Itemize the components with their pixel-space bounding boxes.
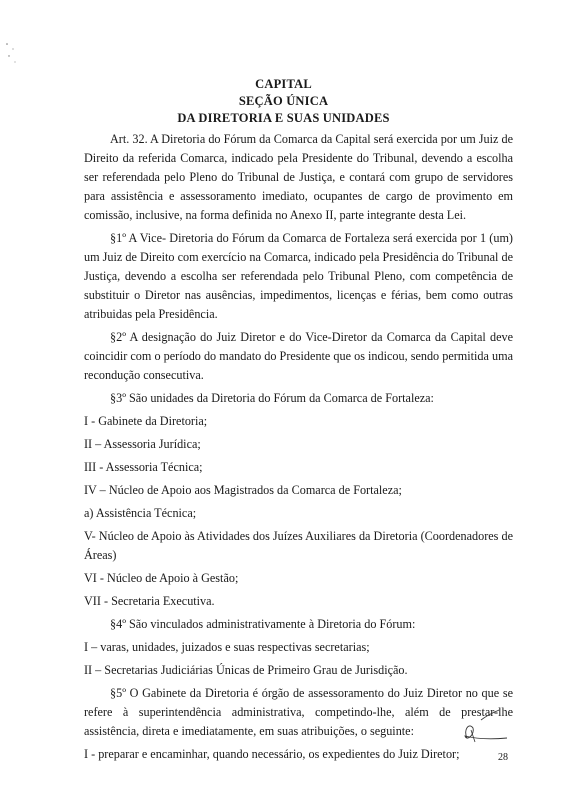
handwritten-signature [455,708,515,748]
list-item: II – Assessoria Jurídica; [84,437,201,451]
list-item: I - preparar e encaminhar, quando necessário, os expedientes do Juiz Diretor; [84,747,460,761]
page-number: 28 [498,752,508,763]
heading-diretoria: DA DIRETORIA E SUAS UNIDADES [177,111,390,125]
list-item: VI - Núcleo de Apoio à Gestão; [84,571,239,585]
list-item: V- Núcleo de Apoio às Atividades dos Juízes Auxiliares da Diretoria (Coordenadores de Áreas) [84,529,513,562]
list-item: VII - Secretaria Executiva. [84,594,215,608]
list-item: I - Gabinete da Diretoria; [84,414,208,428]
list-item: II – Secretarias Judiciárias Únicas de Primeiro Grau de Jurisdição. [84,663,408,677]
paragraph-3: §3º São unidades da Diretoria do Fórum da Comarca de Fortaleza: [110,391,434,405]
section-headings [0,76,567,127]
paragraph-1: §1º A Vice- Diretoria do Fórum da Comarca de Fortaleza será exercida por 1 (um) um Juiz de Direito com exercício na Comarca, indicado pela Presidência do Tribunal de Justiça, devendo a escolha ser referendada pelo Tribunal Pleno, com competência de substituir o Diretor nas ausências, impedimentos, licenças e férias, bem como outras atribuidas pela Presidência. [84,231,513,321]
article-32: Art. 32. A Diretoria do Fórum da Comarca da Capital será exercida por um Juiz de Direito da referida Comarca, indicado pela Presidente do Tribunal, devendo a escolha ser referendada pelo Pleno do Tribunal de Justiça, e contará com grupo de servidores para assistência e assessoramento imediato, ocupantes de cargo de provimento em comissão, inclusive, na forma definida no Anexo II, parte integrante desta Lei. [84,132,513,222]
paragraph-2: §2º A designação do Juiz Diretor e do Vice-Diretor da Comarca da Capital deve coincidir com o período do mandato do Presidente que os indicou, sendo permitida uma recondução consecutiva. [84,330,513,382]
paragraph-5: §5º O Gabinete da Diretoria é órgão de assessoramento do Juiz Diretor no que se refere à superintendência administrativa, competindo-lhe, além de prestar-lhe assistência, direta e imediatamente, em suas atribuições, o seguinte: [84,686,513,738]
list-item: I – varas, unidades, juizados e suas respectivas secretarias; [84,640,370,654]
list-item: a) Assistência Técnica; [84,506,197,520]
list-item: IV – Núcleo de Apoio aos Magistrados da Comarca de Fortaleza; [84,483,402,497]
heading-secao-unica: SEÇÃO ÚNICA [238,94,329,108]
heading-capital: CAPITAL [255,77,312,91]
scan-specks [4,40,18,80]
document-body [84,130,513,768]
list-item: III - Assessoria Técnica; [84,460,203,474]
paragraph-4: §4º São vinculados administrativamente à Diretoria do Fórum: [110,617,416,631]
